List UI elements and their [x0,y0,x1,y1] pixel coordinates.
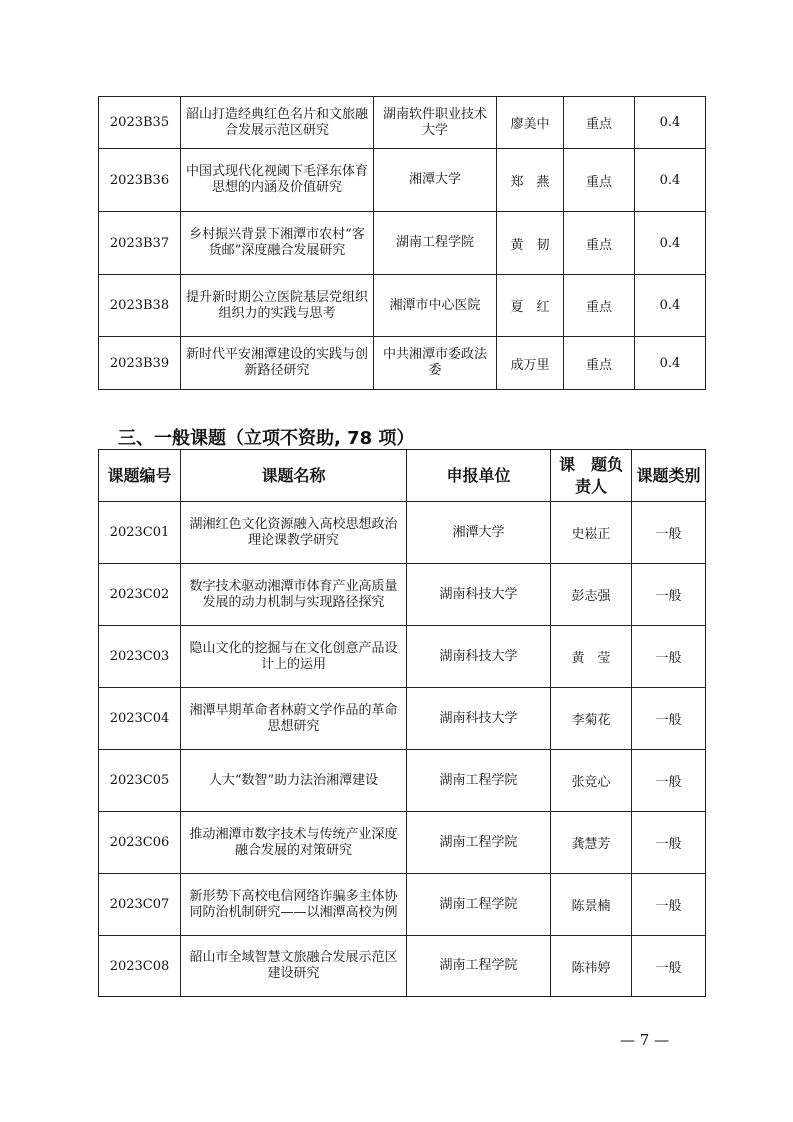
table-row [99,149,706,212]
applicant-unit: 湖南工程学院 [407,936,551,997]
general-projects-table [98,449,706,997]
table-row [99,337,706,390]
table-row [99,275,706,337]
project-id: 2023C06 [99,812,181,874]
column-header-unit: 申报单位 [407,450,551,502]
project-id: 2023C03 [99,626,181,688]
project-category: 重点 [564,97,635,149]
project-title: 人大“数智”助力法治湘潭建设 [181,750,407,812]
header-row [99,450,706,502]
project-id: 2023B39 [99,337,181,390]
project-title: 中国式现代化视阈下毛泽东体育思想的内涵及价值研究 [181,149,374,212]
project-leader: 史崧正 [551,502,632,564]
table-row [99,750,706,812]
table-row [99,502,706,564]
table-row [99,936,706,997]
project-category: 一般 [632,812,706,874]
applicant-unit: 湖南软件职业技术大学 [374,97,497,149]
table-body [99,502,706,997]
project-category: 一般 [632,626,706,688]
column-header-id: 课题编号 [99,450,181,502]
table-row [99,688,706,750]
project-title: 提升新时期公立医院基层党组织组织力的实践与思考 [181,275,374,337]
project-leader: 龚慧芳 [551,812,632,874]
project-title: 湖湘红色文化资源融入高校思想政治理论课教学研究 [181,502,407,564]
project-title: 湘潭早期革命者林蔚文学作品的革命思想研究 [181,688,407,750]
project-id: 2023B35 [99,97,181,149]
table-row [99,874,706,936]
project-category: 一般 [632,874,706,936]
project-category: 一般 [632,750,706,812]
project-category: 重点 [564,275,635,337]
project-id: 2023B36 [99,149,181,212]
page-number: — 7 — [620,1031,670,1049]
applicant-unit: 湖南科技大学 [407,688,551,750]
applicant-unit: 湖南工程学院 [407,750,551,812]
project-leader: 郑 燕 [497,149,564,212]
project-category: 一般 [632,564,706,626]
project-leader: 陈景楠 [551,874,632,936]
project-title: 韶山市全域智慧文旅融合发展示范区建设研究 [181,936,407,997]
project-category: 重点 [564,149,635,212]
table-row [99,212,706,275]
funding-amount: 0.4 [635,337,706,390]
project-category: 一般 [632,688,706,750]
key-projects-table-continued [98,96,706,390]
applicant-unit: 湘潭大学 [374,149,497,212]
project-category: 一般 [632,502,706,564]
funding-amount: 0.4 [635,97,706,149]
project-leader: 张竞心 [551,750,632,812]
project-leader: 陈祎婷 [551,936,632,997]
project-category: 重点 [564,337,635,390]
table-header [99,450,706,502]
project-leader: 夏 红 [497,275,564,337]
project-title: 推动湘潭市数字技术与传统产业深度融合发展的对策研究 [181,812,407,874]
column-header-person: 课 题负责人 [551,450,632,502]
applicant-unit: 中共湘潭市委政法委 [374,337,497,390]
funding-amount: 0.4 [635,275,706,337]
project-title: 新形势下高校电信网络诈骗多主体协同防治机制研究——以湘潭高校为例 [181,874,407,936]
project-id: 2023C08 [99,936,181,997]
project-title: 数字技术驱动湘潭市体育产业高质量发展的动力机制与实现路径探究 [181,564,407,626]
project-leader: 李菊花 [551,688,632,750]
project-id: 2023B38 [99,275,181,337]
applicant-unit: 湖南工程学院 [407,874,551,936]
project-leader: 彭志强 [551,564,632,626]
table-row [99,626,706,688]
project-title: 韶山打造经典红色名片和文旅融合发展示范区研究 [181,97,374,149]
applicant-unit: 湖南科技大学 [407,564,551,626]
applicant-unit: 湘潭市中心医院 [374,275,497,337]
project-id: 2023C05 [99,750,181,812]
project-id: 2023C04 [99,688,181,750]
project-leader: 黄 莹 [551,626,632,688]
project-leader: 成万里 [497,337,564,390]
table-row [99,812,706,874]
applicant-unit: 湖南工程学院 [407,812,551,874]
project-id: 2023C02 [99,564,181,626]
project-id: 2023C01 [99,502,181,564]
project-category: 一般 [632,936,706,997]
section-heading: 三、一般课题（立项不资助, 78 项） [118,428,415,449]
applicant-unit: 湖南科技大学 [407,626,551,688]
project-title: 新时代平安湘潭建设的实践与创新路径研究 [181,337,374,390]
table-row [99,97,706,149]
column-header-category: 课题类别 [632,450,706,502]
funding-amount: 0.4 [635,149,706,212]
project-leader: 黄 韧 [497,212,564,275]
table-row [99,564,706,626]
applicant-unit: 湘潭大学 [407,502,551,564]
project-leader: 廖美中 [497,97,564,149]
table-body [99,97,706,390]
project-id: 2023B37 [99,212,181,275]
applicant-unit: 湖南工程学院 [374,212,497,275]
project-category: 重点 [564,212,635,275]
project-id: 2023C07 [99,874,181,936]
funding-amount: 0.4 [635,212,706,275]
column-header-title: 课题名称 [181,450,407,502]
project-title: 隐山文化的挖掘与在文化创意产品设计上的运用 [181,626,407,688]
project-title: 乡村振兴背景下湘潭市农村“客货邮”深度融合发展研究 [181,212,374,275]
